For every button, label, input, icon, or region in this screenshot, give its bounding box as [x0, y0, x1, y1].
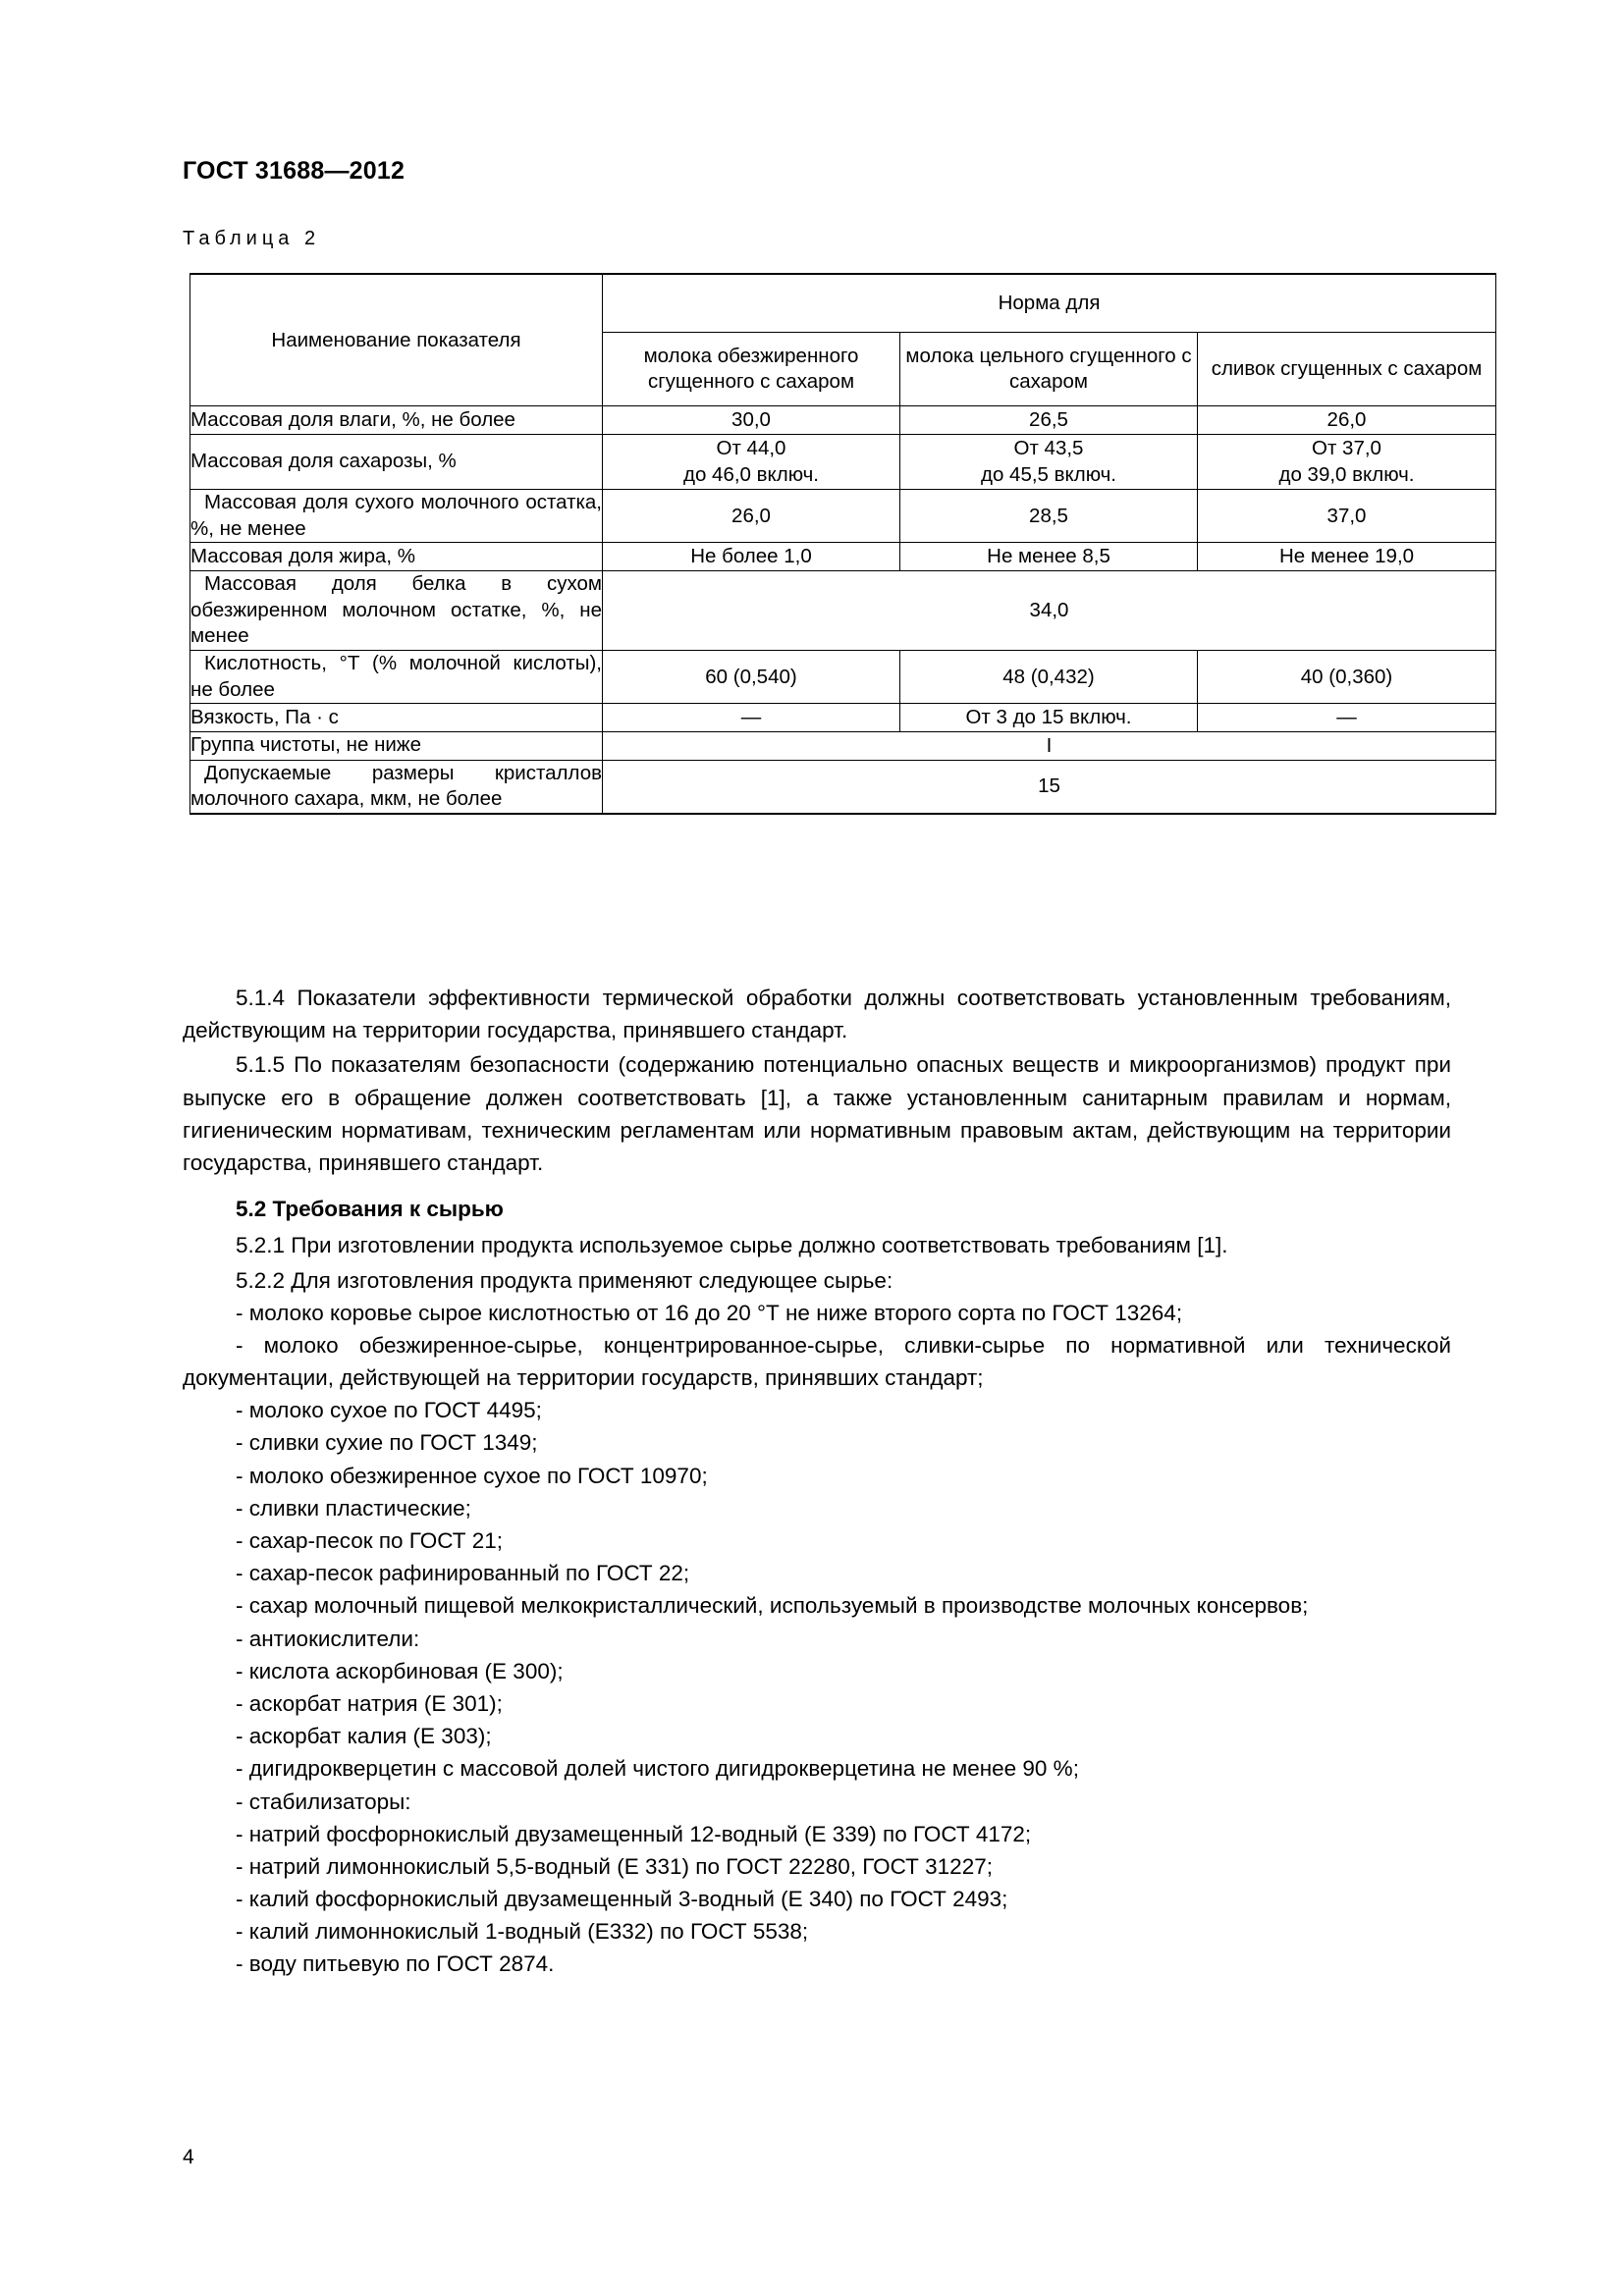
table-row: [190, 434, 1496, 489]
table-body: [190, 406, 1496, 814]
row-value: 26,5: [900, 406, 1198, 435]
list-item: - калий фосфорнокислый двузамещенный 3-водный (Е 340) по ГОСТ 2493;: [236, 1887, 1008, 1912]
table-row: [190, 543, 1496, 571]
row-value: 40 (0,360): [1198, 650, 1496, 703]
table-header-sub-1: молока обезжиренного сгущенного с сахаром: [603, 333, 900, 406]
table-row: [190, 704, 1496, 732]
row-label: Массовая доля сухого молочного остатка, %, не менее: [190, 490, 603, 543]
row-label: Вязкость, Па · с: [190, 704, 603, 732]
paragraph-5-1-5: 5.1.5 По показателям безопасности (содержанию потенциально опасных веществ и микроорганизмов) продукт при выпуске его в обращение должен соответствовать [1], а также установленным санитарным правилам и нормам, гигиеническим нормативам, техническим регламентам или нормативным правовым актам, действующим на территории государства, принявшего стандарт.: [183, 1052, 1451, 1175]
row-value: От 43,5 до 45,5 включ.: [900, 434, 1198, 489]
list-item: - кислота аскорбиновая (Е 300);: [236, 1658, 564, 1683]
table-header: [190, 274, 1496, 406]
list-item: - натрий фосфорнокислый двузамещенный 12-водный (Е 339) по ГОСТ 4172;: [236, 1821, 1032, 1846]
row-value: 26,0: [603, 490, 900, 543]
table-caption: Таблица 2: [183, 228, 321, 249]
row-value-span: 15: [603, 760, 1496, 814]
table-header-sub-2: молока цельного сгущенного с сахаром: [900, 333, 1198, 406]
table-row: [190, 650, 1496, 703]
list-item: - сахар-песок рафинированный по ГОСТ 22;: [236, 1561, 690, 1586]
row-label: Массовая доля белка в сухом обезжиренном молочном остатке, %, не менее: [190, 570, 603, 650]
list-item: - молоко обезжиренное сухое по ГОСТ 10970;: [236, 1463, 708, 1488]
table-header-name: Наименование показателя: [190, 274, 603, 406]
row-value: 28,5: [900, 490, 1198, 543]
list-item: - сахар-песок по ГОСТ 21;: [236, 1528, 503, 1553]
list-item: - стабилизаторы:: [236, 1789, 411, 1814]
row-value: 37,0: [1198, 490, 1496, 543]
row-label: Допускаемые размеры кристаллов молочного сахара, мкм, не более: [190, 760, 603, 814]
list-item: - молоко коровье сырое кислотностью от 16 до 20 °Т не ниже второго сорта по ГОСТ 13264;: [236, 1300, 1183, 1325]
row-label: Группа чистоты, не ниже: [190, 731, 603, 760]
row-label: Массовая доля влаги, %, не более: [190, 406, 603, 435]
list-item: - сахар молочный пищевой мелкокристаллический, используемый в производстве молочных консервов;: [236, 1593, 1309, 1619]
row-value-span: I: [603, 731, 1496, 760]
table-header-sub-3: сливок сгущенных с сахаром: [1198, 333, 1496, 406]
table-row: [190, 731, 1496, 760]
list-item: - аскорбат натрия (Е 301);: [236, 1690, 503, 1716]
body-text: [183, 982, 1451, 1981]
row-value: 30,0: [603, 406, 900, 435]
section-heading-5-2: 5.2 Требования к сырью: [236, 1197, 504, 1222]
list-item: - сливки пластические;: [236, 1495, 471, 1521]
list-item: - антиокислители:: [236, 1626, 420, 1651]
paragraph-5-1-4: 5.1.4 Показатели эффективности термической обработки должны соответствовать установленным требованиям, действующим на территории государства, принявшего стандарт.: [183, 986, 1451, 1043]
row-value: Не менее 8,5: [900, 543, 1198, 571]
table-header-group: Норма для: [603, 274, 1496, 333]
list-item: - молоко сухое по ГОСТ 4495;: [236, 1398, 542, 1423]
list-item: - калий лимоннокислый 1-водный (Е332) по ГОСТ 5538;: [236, 1919, 809, 1945]
list-item: - молоко обезжиренное-сырье, концентрированное-сырье, сливки-сырье по нормативной или технической документации, действующей на территории государств, принявших стандарт;: [183, 1332, 1451, 1391]
row-value: 60 (0,540): [603, 650, 900, 703]
row-value: Не более 1,0: [603, 543, 900, 571]
row-value: Не менее 19,0: [1198, 543, 1496, 571]
table-row: [190, 406, 1496, 435]
row-label: Массовая доля сахарозы, %: [190, 434, 603, 489]
row-label: Кислотность, °Т (% молочной кислоты), не более: [190, 650, 603, 703]
list-item: - натрий лимоннокислый 5,5-водный (Е 331) по ГОСТ 22280, ГОСТ 31227;: [236, 1853, 993, 1879]
row-value: От 3 до 15 включ.: [900, 704, 1198, 732]
table-row: [190, 760, 1496, 814]
row-value: От 37,0 до 39,0 включ.: [1198, 434, 1496, 489]
row-label: Массовая доля жира, %: [190, 543, 603, 571]
paragraph-5-2-1: 5.2.1 При изготовлении продукта используемое сырье должно соответствовать требованиям [1].: [236, 1233, 1228, 1258]
list-item: - сливки сухие по ГОСТ 1349;: [236, 1430, 538, 1456]
row-value: —: [603, 704, 900, 732]
list-item: - дигидрокверцетин с массовой долей чистого дигидрокверцетина не менее 90 %;: [236, 1756, 1079, 1782]
row-value: 26,0: [1198, 406, 1496, 435]
norms-table: [189, 273, 1496, 815]
list-item: - аскорбат калия (Е 303);: [236, 1724, 492, 1749]
row-value: 48 (0,432): [900, 650, 1198, 703]
table-row: [190, 570, 1496, 650]
page-number: 4: [183, 2146, 194, 2168]
list-item: - воду питьевую по ГОСТ 2874.: [236, 1951, 555, 1977]
paragraph-5-2-2: 5.2.2 Для изготовления продукта применяют следующее сырье:: [236, 1267, 893, 1293]
page-title: ГОСТ 31688—2012: [183, 157, 406, 185]
row-value: От 44,0 до 46,0 включ.: [603, 434, 900, 489]
row-value-span: 34,0: [603, 570, 1496, 650]
table-row: [190, 490, 1496, 543]
row-value: —: [1198, 704, 1496, 732]
